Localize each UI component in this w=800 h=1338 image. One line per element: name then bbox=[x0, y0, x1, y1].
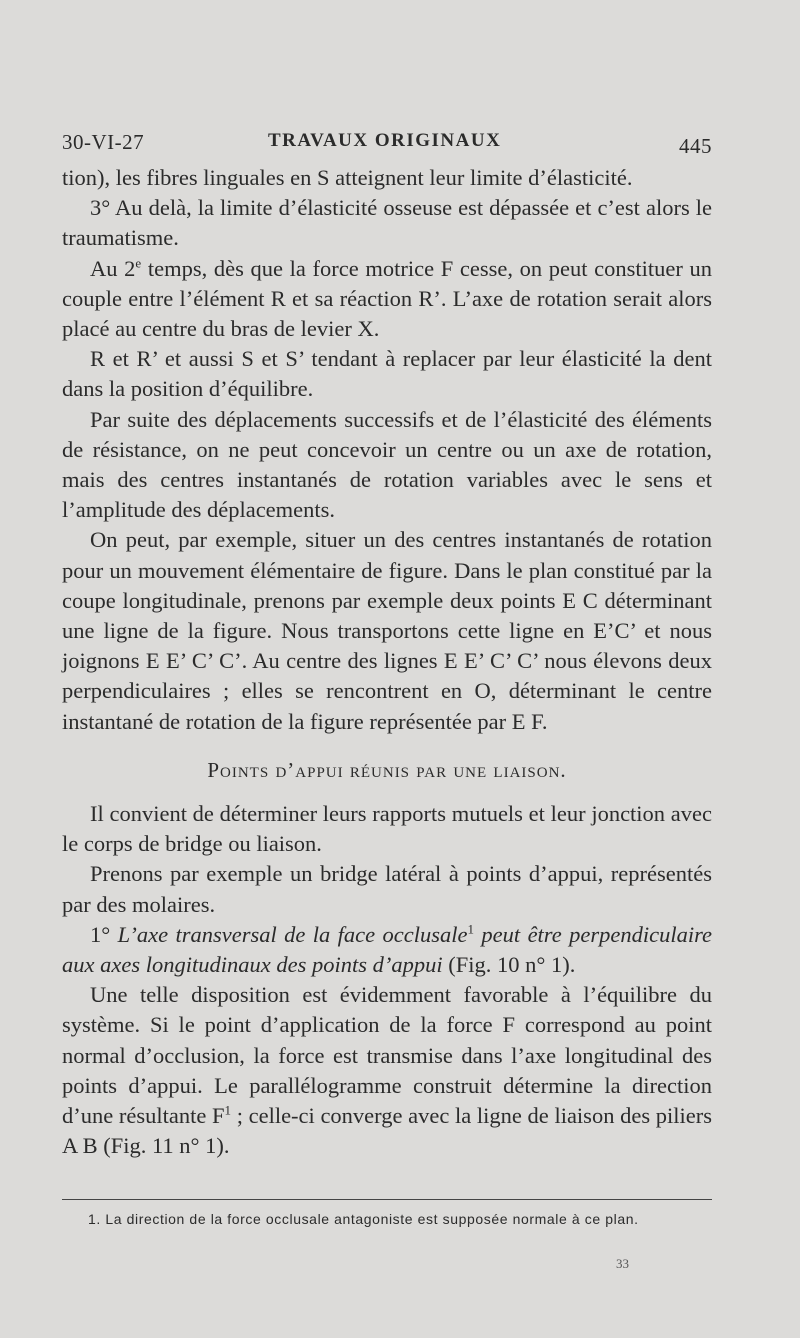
figure-ref: (Fig. 10 n° 1). bbox=[442, 952, 576, 978]
paragraph-3 bbox=[62, 254, 712, 345]
paragraph-1: tion), les fibres linguales en S atteignent leur limite d’élasticité. bbox=[62, 165, 633, 190]
section-heading: Points d’appui réunis par une liaison. bbox=[207, 757, 567, 782]
paragraph-3-start: Au 2 bbox=[90, 255, 136, 281]
paragraph-6: On peut, par exemple, situer un des centres instantanés de rotation pour un mouvement élémentaire de figure. Dans le plan constitué par la coupe longitudinale, prenons par exemple deux points E C déterminant une ligne de la figure. Nous transportons cette ligne en E’C’ et nous joignons E E’ C’ C’. Au centre des lignes E E’ C’ C’ nous élevons deux perpendiculaires ; elles se rencontrent en O, déterminant le centre instantané de rotation de la figure représentée par E F. bbox=[62, 527, 712, 734]
paragraph-10 bbox=[62, 980, 712, 1161]
italic-phrase-1: L’axe transversal de la face occlusale bbox=[117, 921, 468, 947]
paragraph-9 bbox=[62, 920, 712, 980]
list-number: 1° bbox=[90, 921, 118, 947]
page-number: 445 bbox=[679, 134, 712, 158]
paragraph-10-start: Une telle disposition est évidemment favorable à l’équilibre du système. Si le point d’application de la force F correspond au point normal d’occlusion, la force est transmise dans l’axe longitudinal des points d’appui. Le parallélogramme construit détermine la direction d’une résultante F bbox=[62, 982, 712, 1129]
paragraph-5: Par suite des déplacements successifs et de l’élasticité des éléments de résistance, on ne peut concevoir un centre ou un axe de rotation, mais des centres instantanés de rotation variables avec le sens et l’amplitude des déplacements. bbox=[62, 406, 712, 523]
header-date: 30-VI-27 bbox=[62, 130, 145, 154]
paragraph-7: Il convient de déterminer leurs rapports mutuels et leur jonction avec le corps de bridge ou liaison. bbox=[62, 801, 712, 857]
printer-signature: 33 bbox=[616, 1256, 629, 1271]
footnote-ref: 1 bbox=[467, 921, 475, 937]
paragraph-3-rest: temps, dès que la force motrice F cesse, on peut constituer un couple entre l’élément R et sa réaction R’. L’axe de rotation serait alors placé au centre du bras de levier X. bbox=[62, 255, 713, 342]
header-title: TRAVAUX ORIGINAUX bbox=[268, 130, 502, 151]
superscript: e bbox=[135, 255, 142, 271]
paragraph-2: 3° Au delà, la limite d’élasticité osseuse est dépassée et c’est alors le traumatisme. bbox=[62, 195, 712, 251]
superscript: 1 bbox=[224, 1102, 232, 1118]
paragraph-8: Prenons par exemple un bridge latéral à points d’appui, représentés par des molaires. bbox=[62, 861, 712, 917]
body-text bbox=[62, 163, 712, 1162]
footnote bbox=[62, 1208, 712, 1230]
paragraph-10-rest: ; celle-ci converge avec la ligne de liaison des piliers A B (Fig. 11 n° 1). bbox=[62, 1103, 712, 1159]
italic-phrase-2: peut être perpendiculaire aux axes longitudinaux des points d’appui bbox=[62, 921, 712, 978]
running-header bbox=[62, 130, 712, 160]
footnote-text: 1. La direction de la force occlusale antagoniste est supposée normale à ce plan. bbox=[88, 1211, 639, 1227]
footnote-rule bbox=[62, 1199, 712, 1200]
paragraph-4: R et R’ et aussi S et S’ tendant à replacer par leur élasticité la dent dans la position d’équilibre. bbox=[62, 346, 712, 402]
